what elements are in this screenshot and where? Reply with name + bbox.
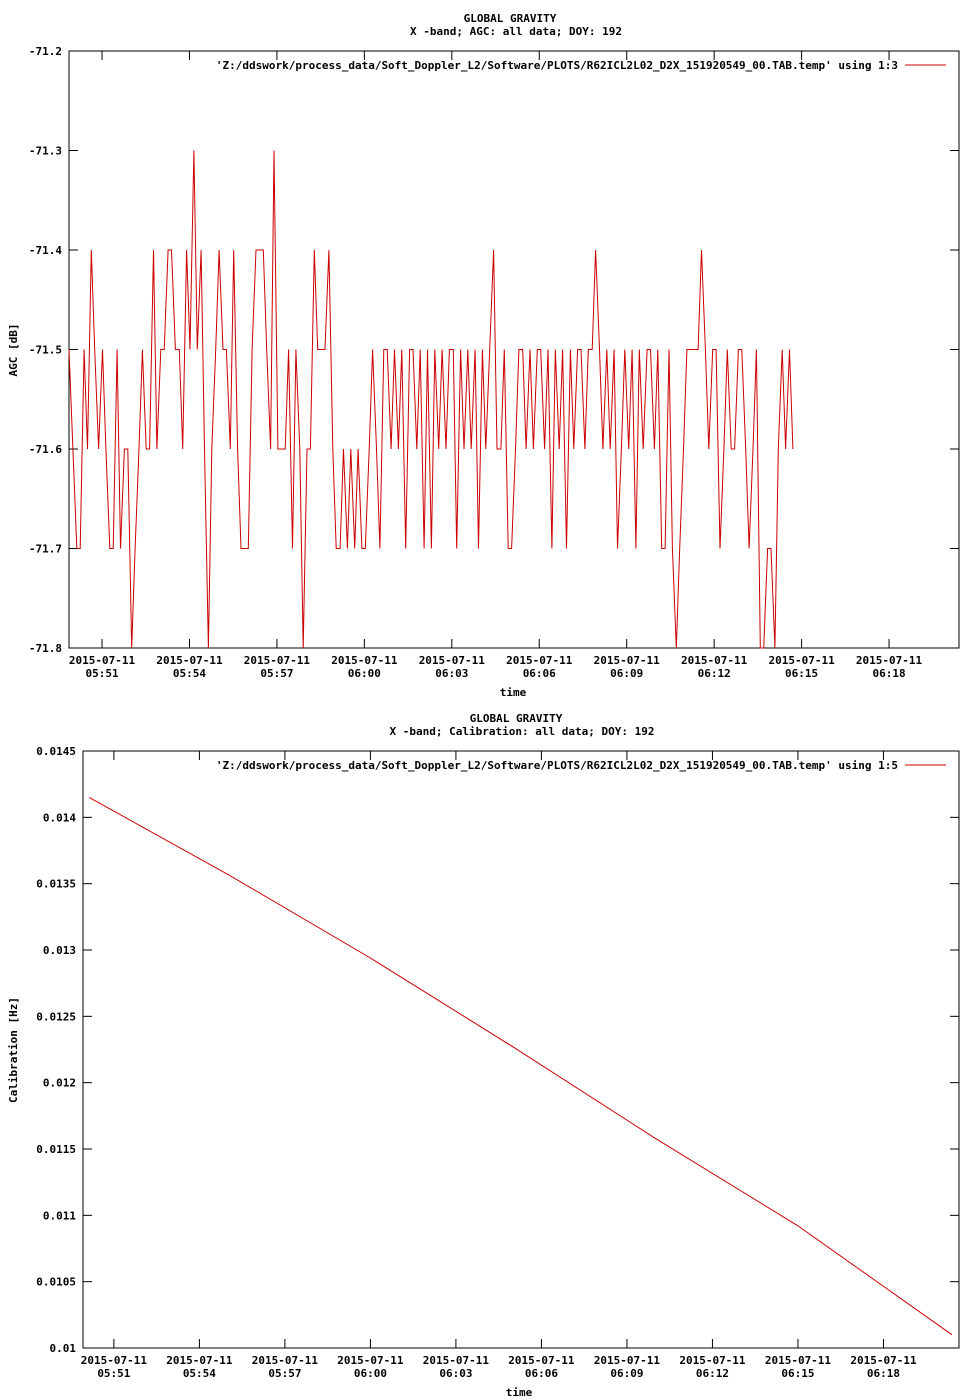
x-tick-time: 06:03 xyxy=(439,1367,473,1380)
x-tick-time: 05:54 xyxy=(172,667,207,680)
x-tick-date: 2015-07-11 xyxy=(68,654,136,667)
series-line-0 xyxy=(89,797,952,1334)
y-tick-label: 0.0115 xyxy=(36,1143,76,1156)
y-tick-label: 0.0125 xyxy=(36,1010,76,1024)
x-tick-date: 2015-07-11 xyxy=(679,1354,746,1367)
chart-calibration xyxy=(7,712,959,1399)
x-tick-date: 2015-07-11 xyxy=(243,654,311,667)
series-calibration xyxy=(89,797,952,1334)
x-tick-time: 06:18 xyxy=(872,667,906,680)
chart-title: GLOBAL GRAVITY xyxy=(469,712,563,725)
y-tick-label: 0.0135 xyxy=(36,877,76,891)
x-tick-time: 06:12 xyxy=(695,1367,730,1380)
y-tick-label: 0.0145 xyxy=(36,745,76,758)
y-tick-label: 0.01 xyxy=(49,1342,76,1355)
y-tick-label: -71.8 xyxy=(28,642,62,655)
y-tick-label: 0.011 xyxy=(42,1209,76,1223)
x-tick-time: 05:57 xyxy=(268,1367,302,1380)
x-tick-date: 2015-07-11 xyxy=(593,654,660,667)
x-tick-date: 2015-07-11 xyxy=(593,1354,661,1367)
x-tick-time: 05:57 xyxy=(260,667,294,680)
x-tick-date: 2015-07-11 xyxy=(764,1354,832,1367)
x-tick-date: 2015-07-11 xyxy=(681,654,748,667)
x-tick-date: 2015-07-11 xyxy=(506,654,573,667)
y-tick-label: 0.013 xyxy=(42,944,76,957)
y-tick-label: 0.012 xyxy=(42,1076,76,1090)
chart-subtitle: X -band; Calibration: all data; DOY: 192 xyxy=(389,725,655,738)
x-tick-time: 06:15 xyxy=(785,667,819,680)
x-tick-date: 2015-07-11 xyxy=(80,1354,147,1367)
x-tick-time: 06:00 xyxy=(353,1367,387,1380)
chart-agc xyxy=(7,12,959,699)
x-tick-date: 2015-07-11 xyxy=(418,654,485,667)
y-tick-label: 0.014 xyxy=(42,811,76,825)
y-axis-label: Calibration [Hz] xyxy=(7,997,20,1103)
y-tick-label: -71.5 xyxy=(28,343,62,357)
y-axis xyxy=(36,745,959,1355)
x-tick-time: 06:06 xyxy=(524,1367,558,1380)
legend-label: 'Z:/ddswork/process_data/Soft_Doppler_L2/Software/PLOTS/R62ICL2L02_D2X_151920549_00.TAB.temp' using 1:3 xyxy=(215,59,898,72)
plot-frame xyxy=(83,751,959,1348)
chart-subtitle: X -band; AGC: all data; DOY: 192 xyxy=(410,25,622,38)
x-tick-time: 06:12 xyxy=(697,667,731,680)
series-line-0 xyxy=(69,151,793,649)
x-tick-date: 2015-07-11 xyxy=(508,1354,575,1367)
x-tick-time: 06:09 xyxy=(610,1367,644,1380)
y-tick-label: -71.6 xyxy=(28,443,62,456)
x-tick-time: 06:09 xyxy=(610,667,644,680)
series-agc xyxy=(69,151,793,649)
y-tick-label: 0.0105 xyxy=(36,1275,76,1289)
y-tick-label: -71.7 xyxy=(28,542,62,556)
y-tick-label: -71.3 xyxy=(28,144,62,158)
x-axis xyxy=(81,751,917,1380)
x-axis-label: time xyxy=(499,686,527,699)
x-tick-date: 2015-07-11 xyxy=(156,654,223,667)
y-tick-label: -71.4 xyxy=(28,244,62,257)
x-tick-time: 06:06 xyxy=(522,667,556,680)
x-axis-label: time xyxy=(505,1386,533,1399)
x-tick-time: 05:51 xyxy=(97,1367,131,1380)
chart-title: GLOBAL GRAVITY xyxy=(463,12,557,25)
x-tick-time: 06:00 xyxy=(347,667,381,680)
x-tick-time: 05:51 xyxy=(85,667,119,680)
x-tick-time: 05:54 xyxy=(182,1367,216,1380)
x-tick-date: 2015-07-11 xyxy=(850,1354,917,1367)
x-tick-date: 2015-07-11 xyxy=(768,654,835,667)
x-tick-time: 06:15 xyxy=(781,1367,815,1380)
x-tick-date: 2015-07-11 xyxy=(855,654,923,667)
x-tick-time: 06:18 xyxy=(866,1367,901,1380)
x-tick-time: 06:03 xyxy=(435,667,469,680)
x-tick-date: 2015-07-11 xyxy=(251,1354,319,1367)
y-axis-label: AGC [dB] xyxy=(7,323,20,377)
x-tick-date: 2015-07-11 xyxy=(166,1354,233,1367)
y-tick-label: -71.2 xyxy=(28,45,62,58)
x-tick-date: 2015-07-11 xyxy=(337,1354,404,1367)
legend-label: 'Z:/ddswork/process_data/Soft_Doppler_L2/Software/PLOTS/R62ICL2L02_D2X_151920549_00.TAB.temp' using 1:5 xyxy=(215,759,898,772)
x-tick-date: 2015-07-11 xyxy=(331,654,398,667)
x-tick-date: 2015-07-11 xyxy=(422,1354,490,1367)
y-axis xyxy=(29,45,959,655)
